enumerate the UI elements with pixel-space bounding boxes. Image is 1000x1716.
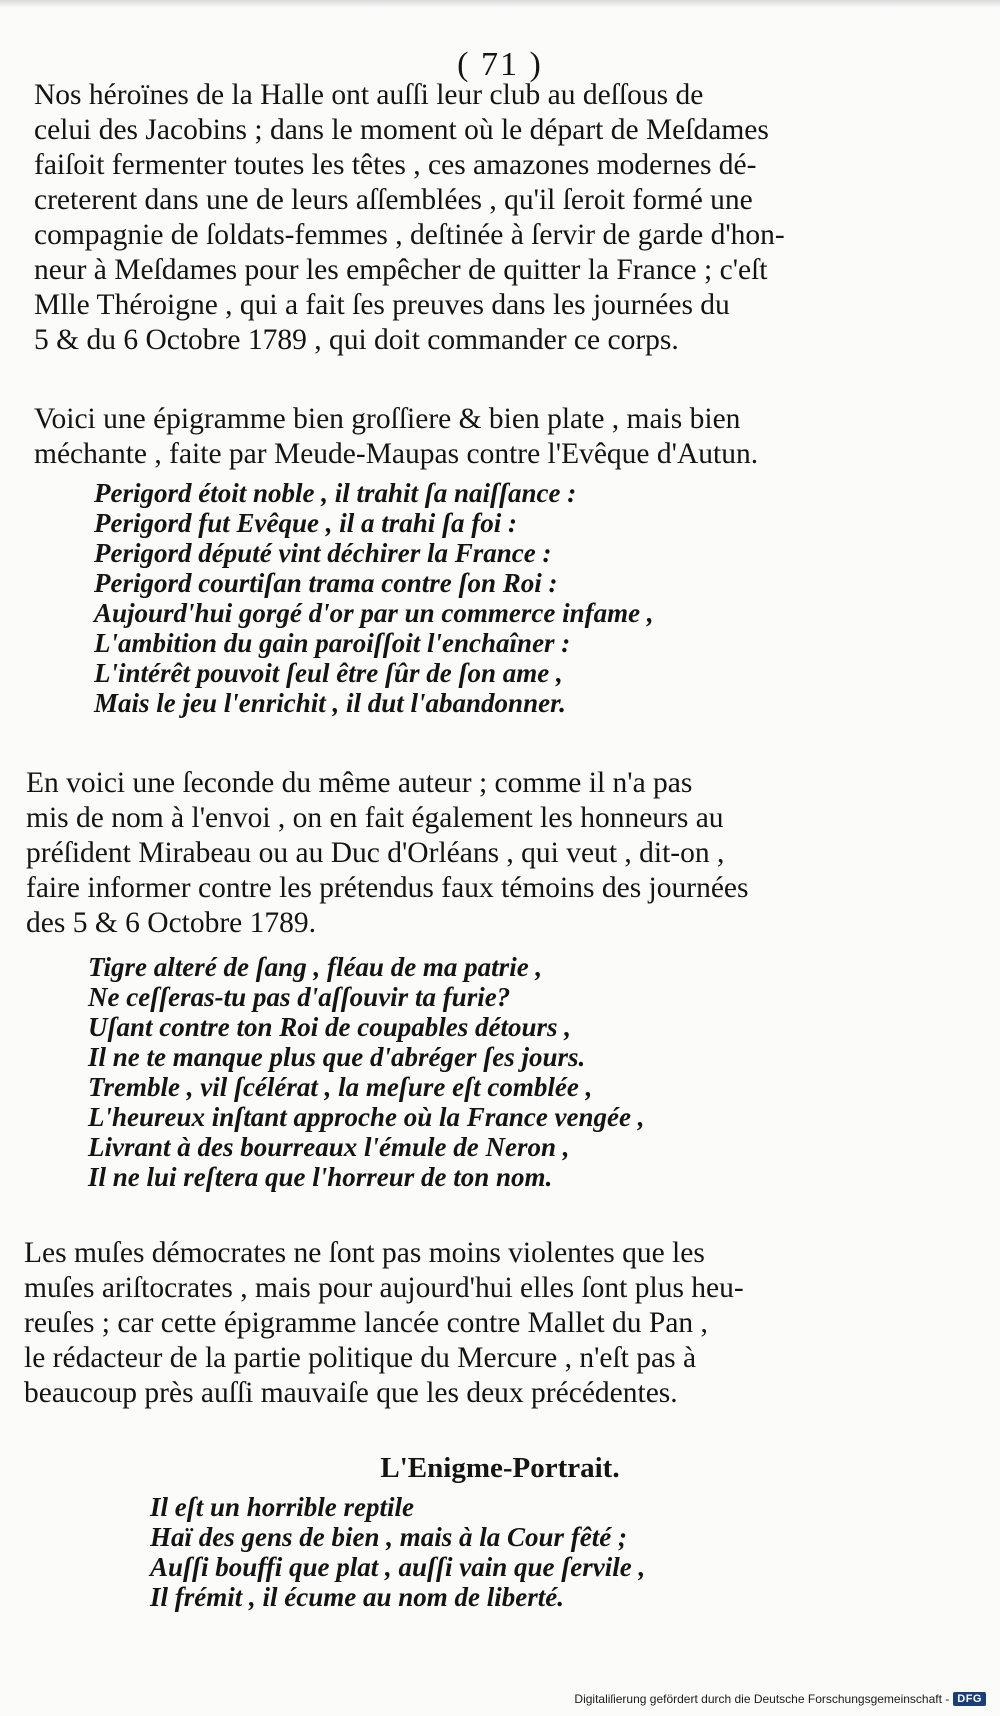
text-line: creterent dans une de leurs aſſemblées , qu'il ſeroit formé une (34, 184, 753, 216)
paragraph-democrat-muses (24, 1236, 914, 1411)
text-line: 5 & du 6 Octobre 1789 , qui doit commander ce corps. (34, 324, 679, 356)
page-number: ( 71 ) (457, 46, 543, 83)
text-line: le rédacteur de la partie politique du Mercure , n'eſt pas à (24, 1342, 697, 1374)
verse-line: Perigord député vint déchirer la France : (94, 538, 552, 568)
verse-line: L'ambition du gain paroiſſoit l'enchaîner : (94, 628, 571, 658)
verse-line: Il ne lui reſtera que l'horreur de ton nom. (88, 1162, 553, 1192)
verse-line: Tigre alteré de ſang , fléau de ma patrie , (88, 952, 543, 982)
digitization-footer (574, 1692, 986, 1706)
verse-line: Ne ceſſeras-tu pas d'aſſouvir ta furie? (88, 982, 511, 1012)
verse-line: Perigord courtiſan trama contre ſon Roi : (94, 568, 558, 598)
page-edge (0, 0, 1000, 8)
text-line: préſident Mirabeau ou au Duc d'Orléans , qui veut , dit-on , (26, 837, 725, 869)
text-line: méchante , faite par Meude-Maupas contre l'Evêque d'Autun. (34, 438, 759, 470)
verse-line: Tremble , vil ſcélérat , la meſure eſt comblée , (88, 1072, 593, 1102)
verse-line: Aujourd'hui gorgé d'or par un commerce infame , (94, 598, 654, 628)
text-line: mis de nom à l'envoi , on en fait également les honneurs au (26, 802, 724, 834)
text-line: faiſoit fermenter toutes les têtes , ces amazones modernes dé- (34, 149, 757, 181)
text-line: celui des Jacobins ; dans le moment où le départ de Meſdames (34, 114, 769, 146)
verse-perigord (94, 478, 914, 718)
footer-text: Digitaliſierung gefördert durch die Deutsche Forschungsgemeinschaft - (574, 1692, 950, 1706)
text-line: compagnie de ſoldats-femmes , deſtinée à ſervir de garde d'hon- (34, 219, 785, 251)
verse-line: Mais le jeu l'enrichit , il dut l'abandonner. (94, 688, 566, 718)
verse-line: Il ne te manque plus que d'abréger ſes jours. (88, 1042, 586, 1072)
verse-line: Auſſi bouffi que plat , auſſi vain que ſervile , (150, 1552, 646, 1582)
text-line: Les muſes démocrates ne ſont pas moins violentes que les (24, 1237, 705, 1269)
paragraph-second-epigram (26, 766, 916, 941)
heading-enigme-portrait: L'Enigme-Portrait. (380, 1452, 620, 1484)
verse-line: Perigord fut Evêque , il a trahi ſa foi : (94, 508, 517, 538)
paragraph-halle-club (34, 78, 914, 358)
paragraph-epigram-intro (34, 402, 914, 472)
verse-line: Il frémit , il écume au nom de liberté. (150, 1582, 564, 1612)
verse-line: Perigord étoit noble , il trahit ſa naiſſance : (94, 478, 577, 508)
verse-line: Uſant contre ton Roi de coupables détours , (88, 1012, 572, 1042)
verse-line: L'heureux inſtant approche où la France vengée , (88, 1102, 645, 1132)
text-line: reuſes ; car cette épigramme lancée contre Mallet du Pan , (24, 1307, 708, 1339)
text-line: En voici une ſeconde du même auteur ; comme il n'a pas (26, 767, 693, 799)
text-line: des 5 & 6 Octobre 1789. (26, 907, 317, 939)
dfg-logo-icon: DFG (953, 1692, 986, 1706)
verse-tigre (88, 952, 908, 1192)
verse-line: Il eſt un horrible reptile (150, 1492, 415, 1522)
text-line: faire informer contre les prétendus faux témoins des journées (26, 872, 749, 904)
verse-line: Livrant à des bourreaux l'émule de Neron , (88, 1132, 570, 1162)
text-line: neur à Meſdames pour les empêcher de quitter la France ; c'eſt (34, 254, 768, 286)
verse-line: Haï des gens de bien , mais à la Cour fêté ; (150, 1522, 627, 1552)
verse-enigme (150, 1492, 910, 1612)
text-line: muſes ariſtocrates , mais pour aujourd'hui elles ſont plus heu- (24, 1272, 744, 1304)
text-line: beaucoup près auſſi mauvaiſe que les deux précédentes. (24, 1377, 678, 1409)
text-line: Voici une épigramme bien groſſiere & bien plate , mais bien (34, 403, 741, 435)
text-line: Nos héroïnes de la Halle ont auſſi leur club au deſſous de (34, 79, 704, 111)
verse-line: L'intérêt pouvoit ſeul être ſûr de ſon ame , (94, 658, 563, 688)
text-line: Mlle Théroigne , qui a fait ſes preuves dans les journées du (34, 289, 730, 321)
